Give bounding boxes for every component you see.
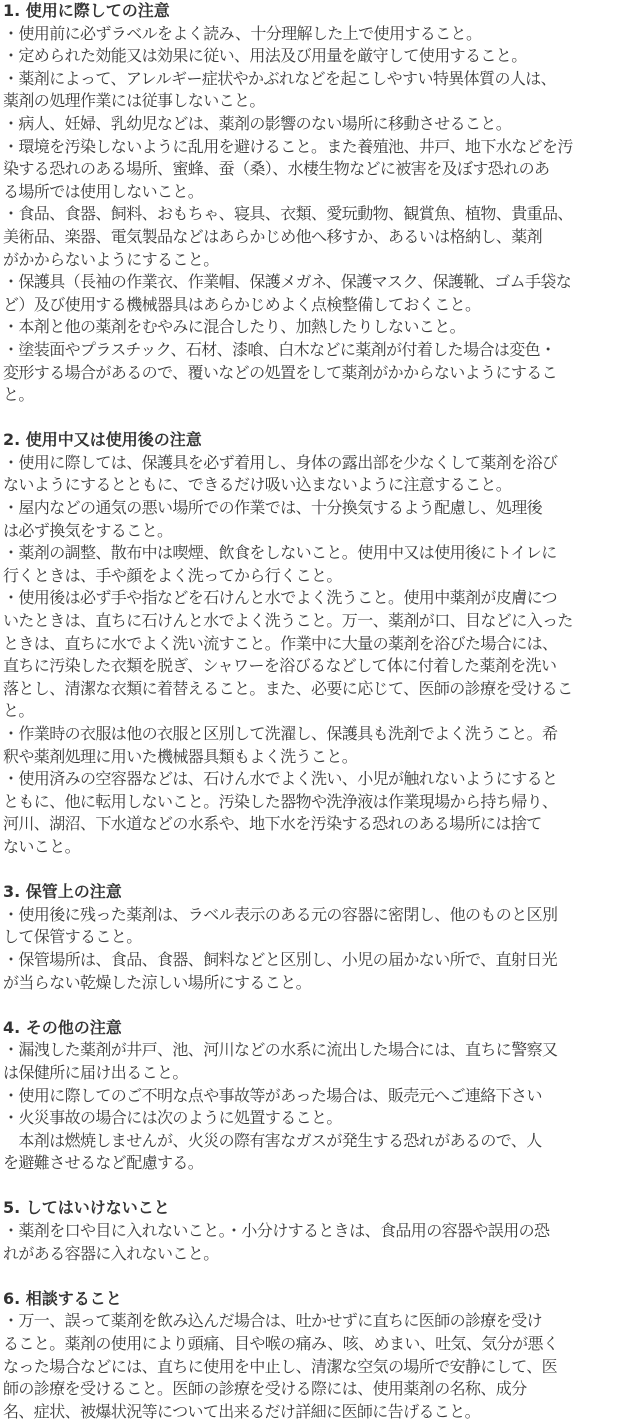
section-heading: 6. 相談すること: [3, 1288, 122, 1308]
text-line: 河川、湖沼、下水道などの水系や、地下水を汚染する恐れのある場所には捨て: [3, 814, 542, 834]
text-line: る場所では使用しないこと。: [3, 181, 204, 201]
text-line: れがある容器に入れないこと。: [3, 1243, 219, 1263]
section-heading: 2. 使用中又は使用後の注意: [3, 430, 202, 450]
section-spacer: [3, 407, 640, 430]
text-line: を避難させるなど配慮する。: [3, 1153, 204, 1173]
text-line: ・薬剤の調整、散布中は喫煙、飲食をしないこと。使用中又は使用後にトイレに: [3, 543, 557, 563]
section-1: [3, 0, 640, 429]
section-2: [3, 429, 640, 881]
text-line: ・屋内などの通気の悪い場所での作業では、十分換気するよう配慮し、処理後: [3, 498, 543, 518]
section-6: [3, 1288, 640, 1423]
text-line: と。: [3, 701, 34, 721]
text-line: ないようにするとともに、できるだけ吸い込まないように注意すること。: [3, 475, 512, 495]
text-line: ないこと。: [3, 836, 81, 856]
text-line: は必ず換気をすること。: [3, 520, 173, 540]
text-line: ・使用後に残った薬剤は、ラベル表示のある元の容器に密閉し、他のものと区別: [3, 904, 558, 924]
text-line: が当らない乾燥した涼しい場所にすること。: [3, 972, 312, 992]
section-spacer: [3, 1175, 640, 1198]
text-line: ・使用に際しては、保護具を必ず着用し、身体の露出部を少なくして薬剤を浴び: [3, 452, 558, 472]
text-line: 染する恐れのある場所、蜜蜂、蚕（桑）、水棲生物などに被害を及ぼす恐れのあ: [3, 159, 550, 179]
text-line: がかからないようにすること。: [3, 249, 219, 269]
text-line: ・環境を汚染しないように乱用を避けること。また養殖池、井戸、地下水などを汚: [3, 136, 573, 156]
text-line: ・保管場所は、食品、食器、飼料などと区別し、小児の届かない所で、直射日光: [3, 949, 558, 969]
section-3: [3, 881, 640, 1017]
text-line: ・使用後は必ず手や指などを石けんと水でよく洗うこと。使用中薬剤が皮膚につ: [3, 588, 558, 608]
text-line: ときは、直ちに水でよく洗い流すこと。作業中に大量の薬剤を浴びた場合には、: [3, 633, 558, 653]
text-line: ・本剤と他の薬剤をむやみに混合したり、加熱したりしないこと。: [3, 317, 466, 337]
text-line: 落とし、清潔な衣類に着替えること。また、必要に応じて、医師の診療を受けるこ: [3, 678, 573, 698]
section-heading: 1. 使用に際しての注意: [3, 1, 170, 20]
text-line: 変形する場合があるので、覆いなどの処置をして薬剤がかからないようにするこ: [3, 362, 558, 382]
text-line: ・漏洩した薬剤が井戸、池、河川などの水系に流出した場合には、直ちに警察又: [3, 1040, 558, 1060]
text-line: 行くときは、手や顔をよく洗ってから行くこと。: [3, 565, 342, 585]
text-line: ・保護具（長袖の作業衣、作業帽、保護メガネ、保護マスク、保護靴、ゴム手袋な: [3, 272, 572, 292]
text-line: 釈や薬剤処理に用いた機械器具類もよく洗うこと。: [3, 746, 358, 766]
text-line: ・使用に際してのご不明な点や事故等があった場合は、販売元へご連絡下さい: [3, 1085, 542, 1105]
text-line: ・塗装面やプラスチック、石材、漆喰、白木などに薬剤が付着した場合は変色・: [3, 339, 556, 359]
text-line: ・薬剤を口や目に入れないこと。・小分けするときは、食品用の容器や誤用の恐: [3, 1221, 550, 1241]
text-line: と。: [3, 385, 34, 405]
text-line: なった場合などには、直ちに使用を中止し、清潔な空気の場所で安静にして、医: [3, 1356, 558, 1376]
text-line: ・火災事故の場合には次のように処置すること。: [3, 1108, 342, 1128]
text-line: ・作業時の衣服は他の衣服と区別して洗濯し、保護具も洗剤でよく洗うこと。希: [3, 724, 558, 743]
section-spacer: [3, 994, 640, 1017]
text-line: 薬剤の処理作業には従事しないこと。: [3, 91, 265, 111]
text-line: ・食品、食器、飼料、おもちゃ、寝具、衣類、愛玩動物、観賞魚、植物、貴重品、: [3, 204, 573, 224]
text-line: ・定められた効能又は効果に従い、用法及び用量を厳守して使用すること。: [3, 46, 527, 66]
text-line: ・病人、妊婦、乳幼児などは、薬剤の影響のない場所に移動させること。: [3, 113, 512, 133]
section-heading: 3. 保管上の注意: [3, 882, 122, 902]
section-heading: 4. その他の注意: [3, 1017, 122, 1037]
text-line: 師の診療を受けること。医師の診療を受ける際には、使用薬剤の名称、成分: [3, 1379, 527, 1399]
text-line: ること。薬剤の使用により頭痛、目や喉の痛み、咳、めまい、吐気、気分が悪く: [3, 1334, 559, 1354]
text-line: ・薬剤によって、アレルギー症状やかぶれなどを起こしやすい特異体質の人は、: [3, 68, 557, 88]
text-line: ・使用済みの空容器などは、石けん水でよく洗い、小児が触れないようにすると: [3, 769, 558, 789]
text-line: いたときは、直ちに石けんと水でよく洗うこと。万一、薬剤が口、目などに入った: [3, 611, 573, 631]
section-spacer: [3, 1265, 640, 1288]
text-line: 美術品、楽器、電気製品などはあらかじめ他へ移すか、あるいは格納し、薬剤: [3, 226, 543, 246]
section-spacer: [3, 859, 640, 882]
text-line: 本剤は燃焼しませんが、火災の際有害なガスが発生する恐れがあるので、人: [3, 1130, 542, 1150]
text-line: ・万一、誤って薬剤を飲み込んだ場合は、吐かせずに直ちに医師の診療を受け: [3, 1311, 543, 1331]
text-line: ど）及び使用する機械器具はあらかじめよく点検整備しておくこと。: [3, 294, 481, 314]
text-line: ともに、他に転用しないこと。汚染した器物や洗浄液は作業現場から持ち帰り、: [3, 791, 558, 811]
text-line: 名、症状、被爆状況等について出来るだけ詳細に医師に告げること。: [3, 1401, 481, 1421]
section-4: [3, 1017, 640, 1198]
text-line: して保管すること。: [3, 927, 142, 947]
text-line: 直ちに汚染した衣類を脱ぎ、シャワーを浴びるなどして体に付着した薬剤を洗い: [3, 656, 557, 676]
section-5: [3, 1197, 640, 1287]
section-heading: 5. してはいけないこと: [3, 1198, 170, 1218]
text-line: ・使用前に必ずラベルをよく読み、十分理解した上で使用すること。: [3, 23, 482, 43]
text-line: は保健所に届け出ること。: [3, 1062, 188, 1082]
